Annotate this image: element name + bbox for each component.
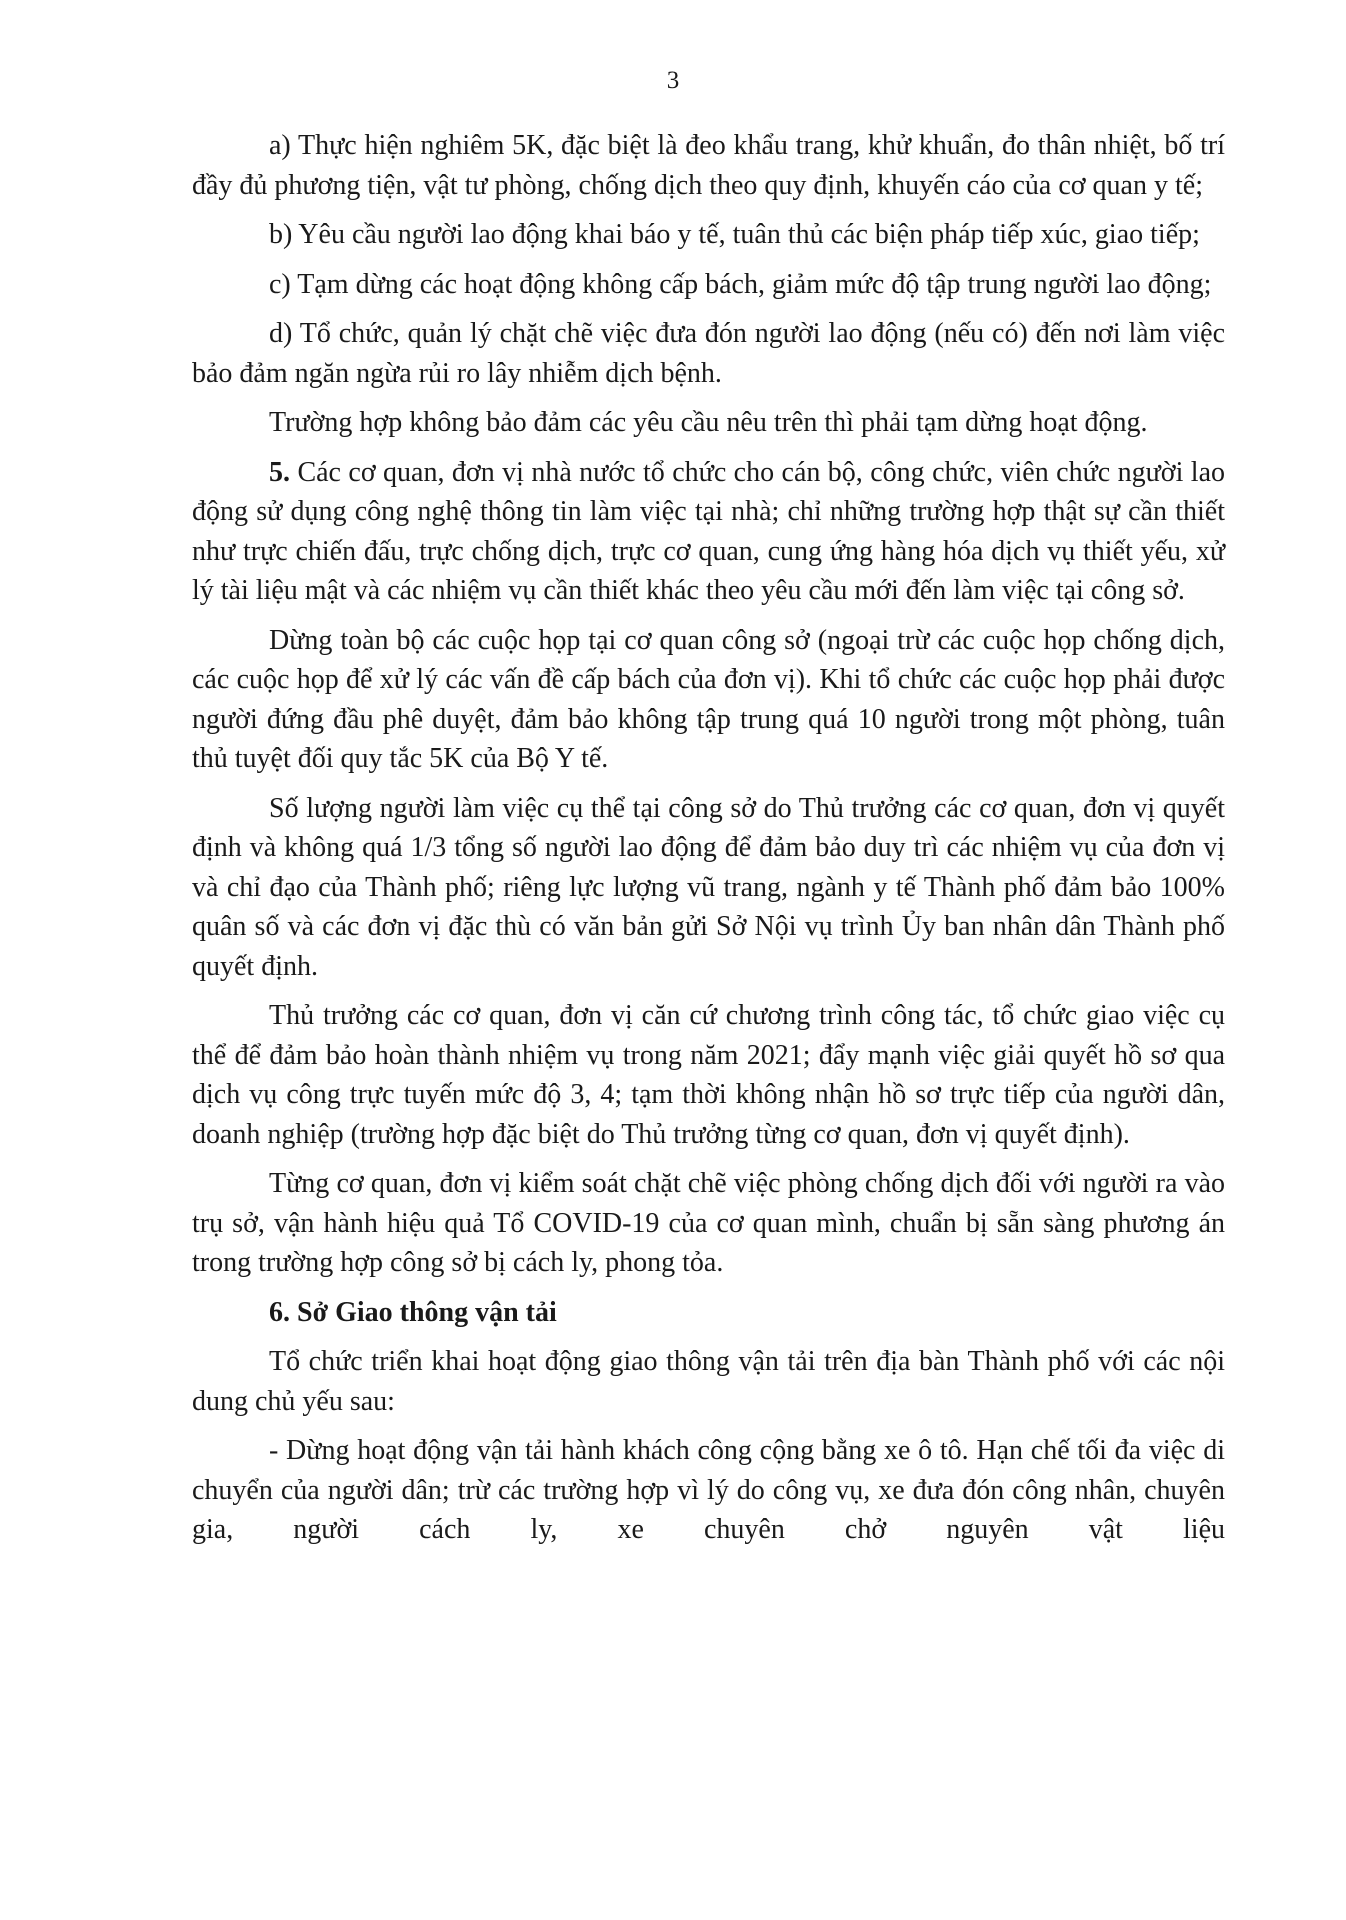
item-label: b) [269, 219, 293, 250]
paragraph-item-5 [192, 453, 1225, 611]
item-label: c) [269, 268, 291, 300]
item-label: a) [269, 130, 291, 161]
paragraph-text: - Dừng hoạt động vận tải hành khách công cộng bằng xe ô tô. Hạn chế tối đa việc di chuyển của người dân; trừ các trường hợp vì lý do công vụ, xe đưa đón công nhân, chuyên gia, người cách ly, xe chuyên chở nguyên vật liệu [192, 1435, 1225, 1545]
paragraph-4b [192, 215, 1225, 255]
paragraph-text: Thủ trưởng các cơ quan, đơn vị căn cứ chương trình công tác, tổ chức giao việc cụ thể để đảm bảo hoàn thành nhiệm vụ trong năm 2021; đẩy mạnh việc giải quyết hồ sơ qua dịch vụ công trực tuyến mức độ 3, 4; tạm thời không nhận hồ sơ trực tiếp của người dân, doanh nghiệp (trường hợp đặc biệt do Thủ trưởng từng cơ quan, đơn vị quyết định). [192, 1000, 1225, 1150]
paragraph-staff-count [192, 789, 1225, 987]
paragraph-text: Tổ chức, quản lý chặt chẽ việc đưa đón người lao động (nếu có) đến nơi làm việc bảo đảm ngăn ngừa rủi ro lây nhiễm dịch bệnh. [192, 318, 1225, 389]
page-number: 3 [666, 67, 680, 94]
item-number: 5. [269, 456, 290, 488]
paragraph-text: Tạm dừng các hoạt động không cấp bách, giảm mức độ tập trung người lao động; [297, 268, 1212, 300]
paragraph-text: Số lượng người làm việc cụ thể tại công sở do Thủ trưởng các cơ quan, đơn vị quyết định và không quá 1/3 tổng số người lao động để đảm bảo duy trì các nhiệm vụ của đơn vị và chỉ đạo của Thành phố; riêng lực lượng vũ trang, ngành y tế Thành phố đảm bảo 100% quân số và các đơn vị đặc thù có văn bản gửi Sở Nội vụ trình Ủy ban nhân dân Thành phố quyết định. [192, 792, 1225, 982]
paragraph-text: Dừng toàn bộ các cuộc họp tại cơ quan công sở (ngoại trừ các cuộc họp chống dịch, các cuộc họp để xử lý các vấn đề cấp bách của đơn vị). Khi tổ chức các cuộc họp phải được người đứng đầu phê duyệt, đảm bảo không tập trung quá 10 người trong một phòng, tuân thủ tuyệt đối quy tắc 5K của Bộ Y tế. [192, 624, 1225, 774]
paragraph-transport-bullet [192, 1431, 1225, 1550]
paragraph-4c [192, 265, 1225, 305]
paragraph-meetings [192, 621, 1225, 779]
document-body [192, 126, 1225, 1560]
paragraph-text: Trường hợp không bảo đảm các yêu cầu nêu trên thì phải tạm dừng hoạt động. [269, 407, 1148, 438]
paragraph-text: Các cơ quan, đơn vị nhà nước tổ chức cho cán bộ, công chức, viên chức người lao động sử dụng công nghệ thông tin làm việc tại nhà; chỉ những trường hợp thật sự cần thiết như trực chiến đấu, trực chống dịch, trực cơ quan, cung ứng hàng hóa dịch vụ thiết yếu, xử lý tài liệu mật và các nhiệm vụ cần thiết khác theo yêu cầu mới đến làm việc tại công sở. [192, 456, 1226, 606]
paragraph-text: Tổ chức triển khai hoạt động giao thông vận tải trên địa bàn Thành phố với các nội dung chủ yếu sau: [192, 1346, 1225, 1417]
section-heading-6: 6. Sở Giao thông vận tải [269, 1296, 557, 1328]
paragraph-heads-of-agencies [192, 996, 1225, 1154]
paragraph-suspend-note [192, 403, 1225, 443]
paragraph-4a [192, 126, 1225, 205]
item-label: d) [269, 318, 293, 349]
paragraph-text: Thực hiện nghiêm 5K, đặc biệt là đeo khẩu trang, khử khuẩn, đo thân nhiệt, bố trí đầy đủ phương tiện, vật tư phòng, chống dịch theo quy định, khuyến cáo của cơ quan y tế; [192, 130, 1225, 201]
paragraph-text: Yêu cầu người lao động khai báo y tế, tuân thủ các biện pháp tiếp xúc, giao tiếp; [298, 219, 1200, 250]
paragraph-agency-control [192, 1164, 1225, 1283]
paragraph-text: Từng cơ quan, đơn vị kiểm soát chặt chẽ việc phòng chống dịch đối với người ra vào trụ sở, vận hành hiệu quả Tổ COVID-19 của cơ quan mình, chuẩn bị sẵn sàng phương án trong trường hợp công sở bị cách ly, phong tỏa. [192, 1168, 1225, 1278]
paragraph-4d [192, 314, 1225, 393]
paragraph-transport-intro [192, 1342, 1225, 1421]
